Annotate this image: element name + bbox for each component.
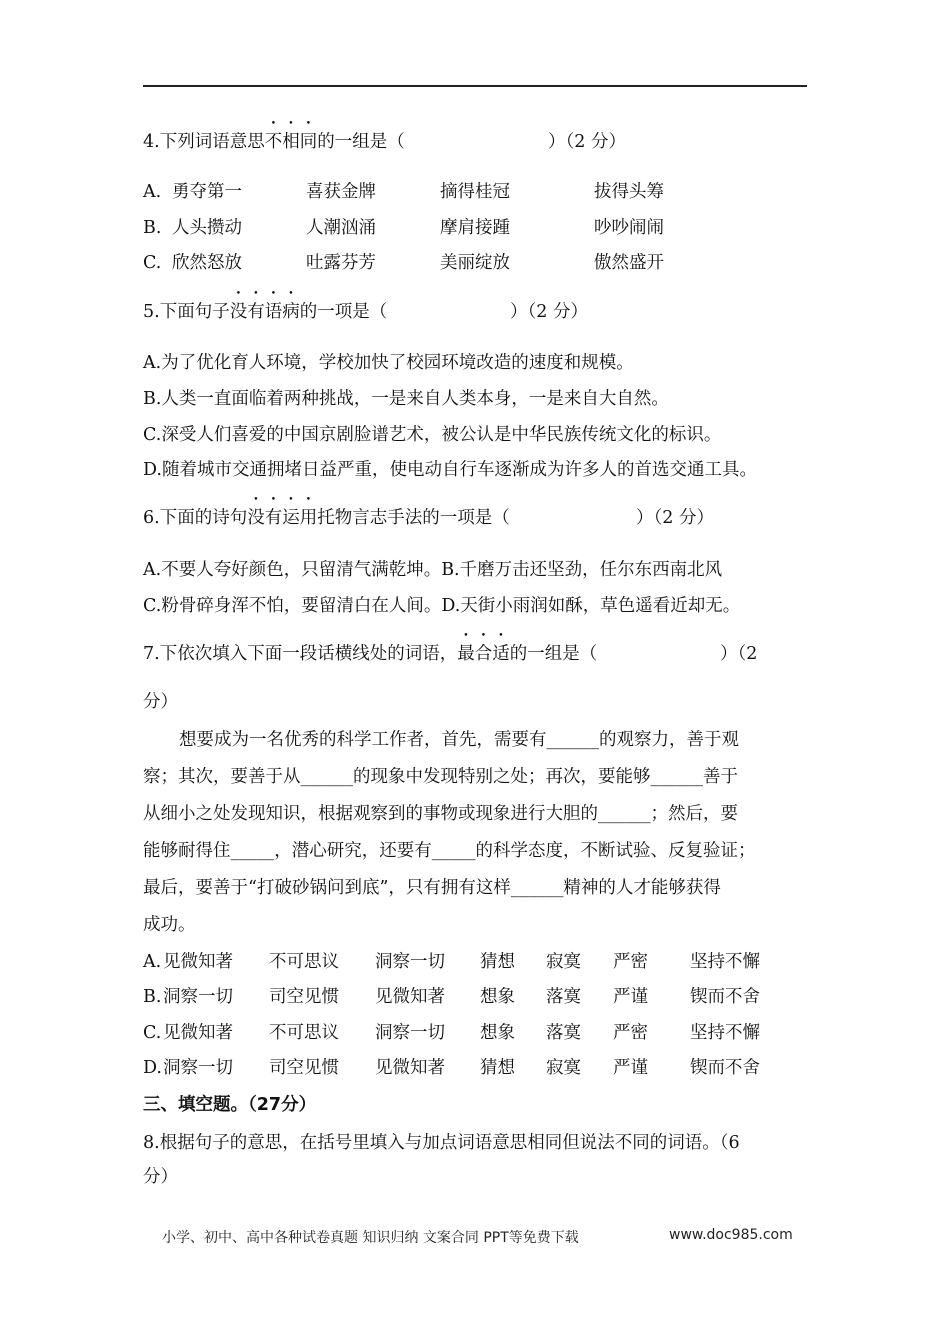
q7-option-word: 寂寞 xyxy=(546,1058,581,1078)
q5-score: ）（2 分） xyxy=(510,302,588,322)
q7-option-label: C. xyxy=(143,1023,162,1043)
q5-prefix: 5.下面句子 xyxy=(143,302,230,322)
question-8-line-2: 分） xyxy=(143,1167,178,1187)
q6-dotted-2: 有 xyxy=(264,508,283,528)
q5-option-a: A.为了优化育人环境，学校加快了校园环境改造的速度和规模。 xyxy=(143,353,634,373)
q4-option-label: A. xyxy=(143,182,162,202)
question-4 xyxy=(143,131,405,153)
q7-option-word: 想象 xyxy=(480,1023,515,1043)
q7-option-word: 司空见惯 xyxy=(269,987,339,1007)
q7-option-word: 见微知著 xyxy=(375,987,445,1007)
q6-middle: 托物言志手法的一项是（ xyxy=(317,508,510,528)
q6-option-ab: A.不要人夸好颜色，只留清气满乾坤。B.千磨万击还坚劲，任尔东西南北风 xyxy=(143,560,723,580)
q7-option-word: 见微知著 xyxy=(163,952,233,972)
question-7 xyxy=(143,643,597,665)
q6-dotted-4: 用 xyxy=(299,508,318,528)
q7-option-word: 见微知著 xyxy=(375,1058,445,1078)
q7-option-word: 不可思议 xyxy=(269,952,339,972)
q4-option-word: 喜获金牌 xyxy=(306,182,376,202)
q7-option-word: 猜想 xyxy=(480,952,515,972)
q4-score: ）（2 分） xyxy=(548,132,626,152)
q5-middle: 的一项是（ xyxy=(299,302,388,322)
q7-option-word: 严谨 xyxy=(613,987,648,1007)
q5-dotted-4: 病 xyxy=(282,302,300,322)
q7-option-word: 坚持不懈 xyxy=(690,1023,760,1043)
footer-url[interactable]: www.doc985.com xyxy=(669,1227,793,1243)
q4-middle: 的一组是（ xyxy=(317,132,405,152)
q7-score-cont: 分） xyxy=(143,692,178,712)
q7-option-word: 司空见惯 xyxy=(269,1058,339,1078)
q7-option-word: 洞察一切 xyxy=(163,987,233,1007)
q7-option-word: 想象 xyxy=(480,987,515,1007)
q7-passage-2: 察；其次，要善于从______的现象中发现特别之处；再次，要能够______善于 xyxy=(143,767,738,787)
q7-passage-3: 从细小之处发现知识，根据观察到的事物或现象进行大胆的______；然后，要 xyxy=(143,804,738,824)
q7-option-word: 严密 xyxy=(613,952,648,972)
q4-dotted-1: 不 xyxy=(264,132,283,152)
q7-option-word: 洞察一切 xyxy=(375,952,445,972)
q7-dotted-2: 合 xyxy=(474,644,493,664)
header-rule xyxy=(143,85,807,87)
q4-option-word: 人头攒动 xyxy=(172,218,242,238)
q7-passage-6: 成功。 xyxy=(143,915,196,935)
q7-option-word: 洞察一切 xyxy=(375,1023,445,1043)
q6-score: ）（2 分） xyxy=(636,508,714,528)
q4-option-word: 人潮汹涌 xyxy=(306,218,376,238)
q7-option-word: 落寞 xyxy=(546,987,581,1007)
q6-dotted-1: 没 xyxy=(247,508,265,528)
q4-option-word: 拔得头筹 xyxy=(594,182,664,202)
q7-prefix: 7.下依次填入下面一段话横线处的词语， xyxy=(143,644,458,664)
q4-option-word: 吐露芬芳 xyxy=(306,253,376,273)
q4-prefix: 4.下列词语意思 xyxy=(143,132,265,152)
q7-score: ）（2 xyxy=(720,644,758,664)
q5-option-b: B.人类一直面临着两种挑战，一是来自人类本身，一是来自大自然。 xyxy=(143,389,669,409)
q7-middle: 的一组是（ xyxy=(509,644,598,664)
q4-option-word: 摩肩接踵 xyxy=(440,218,510,238)
section-3-heading: 三、填空题。（27分） xyxy=(143,1095,317,1115)
q5-dotted-3: 语 xyxy=(264,302,283,322)
q7-dotted-3: 适 xyxy=(492,644,510,664)
q7-dotted-1: 最 xyxy=(457,644,475,664)
q4-option-word: 欣然怒放 xyxy=(172,253,242,273)
footer-text: 小学、初中、高中各种试卷真题 知识归纳 文案合同 PPT等免费下载 xyxy=(162,1230,579,1246)
q7-passage-1: 想要成为一名优秀的科学工作者，首先，需要有______的观察力，善于观 xyxy=(179,730,739,750)
q7-option-word: 猜想 xyxy=(480,1058,515,1078)
q6-option-cd: C.粉骨碎身浑不怕，要留清白在人间。D.天街小雨润如酥，草色遥看近却无。 xyxy=(143,596,741,616)
q7-option-word: 锲而不舍 xyxy=(690,1058,760,1078)
q4-option-word: 摘得桂冠 xyxy=(440,182,510,202)
q7-option-word: 锲而不舍 xyxy=(690,987,760,1007)
q7-passage-4: 能够耐得住_____，潜心研究，还要有_____的科学态度，不断试验、反复验证； xyxy=(143,841,756,861)
q4-option-label: B. xyxy=(143,218,162,238)
q7-passage-5: 最后，要善于“打破砂锅问到底”，只有拥有这样______精神的人才能够获得 xyxy=(143,878,721,898)
q7-option-word: 严谨 xyxy=(613,1058,648,1078)
q5-option-c: C.深受人们喜爱的中国京剧脸谱艺术，被公认是中华民族传统文化的标识。 xyxy=(143,425,722,445)
q7-option-word: 洞察一切 xyxy=(163,1058,233,1078)
q5-dotted-2: 有 xyxy=(247,302,265,322)
q7-option-label: A. xyxy=(143,952,162,972)
q7-option-word: 坚持不懈 xyxy=(690,952,760,972)
q4-dotted-3: 同 xyxy=(299,132,318,152)
question-8-line-1: 8.根据句子的意思，在括号里填入与加点词语意思相同但说法不同的词语。（6 xyxy=(143,1133,740,1153)
q4-option-word: 勇夺第一 xyxy=(172,182,242,202)
question-5 xyxy=(143,301,387,323)
q4-option-word: 傲然盛开 xyxy=(594,253,664,273)
q7-option-word: 不可思议 xyxy=(269,1023,339,1043)
q6-dotted-3: 运 xyxy=(282,508,300,528)
q7-option-word: 落寞 xyxy=(546,1023,581,1043)
q5-option-d: D.随着城市交通拥堵日益严重，使电动自行车逐渐成为许多人的首选交通工具。 xyxy=(143,460,757,480)
q4-option-word: 美丽绽放 xyxy=(440,253,510,273)
q6-prefix: 6.下面的诗句 xyxy=(143,508,248,528)
q4-option-label: C. xyxy=(143,253,162,273)
q7-option-word: 见微知著 xyxy=(163,1023,233,1043)
q7-option-label: D. xyxy=(143,1058,162,1078)
q7-option-word: 寂寞 xyxy=(546,952,581,972)
q4-option-word: 吵吵闹闹 xyxy=(594,218,664,238)
question-6 xyxy=(143,507,510,529)
q7-option-word: 严密 xyxy=(613,1023,648,1043)
q7-option-label: B. xyxy=(143,987,162,1007)
q5-dotted-1: 没 xyxy=(229,302,248,322)
q4-dotted-2: 相 xyxy=(282,132,300,152)
